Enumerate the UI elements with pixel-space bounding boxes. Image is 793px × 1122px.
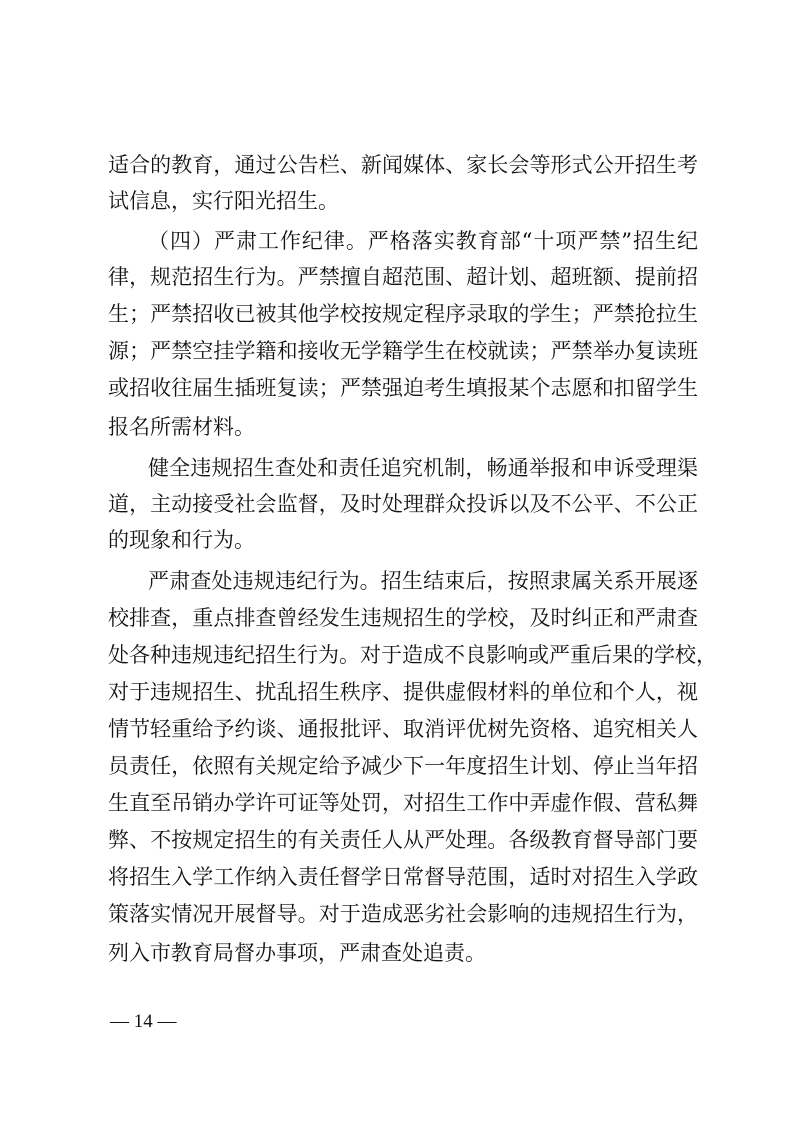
- page-number: — 14 —: [110, 1011, 177, 1032]
- paragraph-start-line: 严肃查处违规违纪行为。招生结束后，按照隶属关系开展逐: [148, 569, 698, 593]
- body-text-line: 处各种违规违纪招生行为。对于造成不良影响或严重后果的学校，: [108, 643, 717, 667]
- body-text-line: 生直至吊销办学许可证等处罚，对招生工作中弄虚作假、营私舞: [108, 791, 698, 815]
- body-text-line: 道，主动接受社会监督，及时处理群众投诉以及不公平、不公正: [108, 492, 698, 516]
- body-text-line: 将招生入学工作纳入责任督学日常督导范围，适时对招生入学政: [108, 865, 698, 889]
- body-text-line: 报名所需材料。: [108, 415, 255, 439]
- body-text-line: 对于违规招生、扰乱招生秩序、提供虚假材料的单位和个人，视: [108, 680, 698, 704]
- body-text-line: 列入市教育局督办事项，严肃查处追责。: [108, 941, 486, 965]
- body-text-line: 弊、不按规定招生的有关责任人从严处理。各级教育督导部门要: [108, 828, 698, 852]
- body-text-line: 生；严禁招收已被其他学校按规定程序录取的学生；严禁抢拉生: [108, 302, 698, 326]
- body-text-line: 策落实情况开展督导。对于造成恶劣社会影响的违规招生行为，: [108, 902, 698, 926]
- body-text-line: 校排查，重点排查曾经发生违规招生的学校，及时纠正和严肃查: [108, 606, 698, 630]
- body-text-line: 律，规范招生行为。严禁擅自超范围、超计划、超班额、提前招: [108, 265, 698, 289]
- body-text-line: 员责任，依照有关规定给予减少下一年度招生计划、停止当年招: [108, 754, 698, 778]
- body-text-line: 试信息，实行阳光招生。: [108, 189, 339, 213]
- body-text-line: 源；严禁空挂学籍和接收无学籍学生在校就读；严禁举办复读班: [108, 339, 698, 363]
- body-text-line: 适合的教育，通过公告栏、新闻媒体、家长会等形式公开招生考: [108, 153, 698, 177]
- body-text-line: 或招收往届生插班复读；严禁强迫考生填报某个志愿和扣留学生: [108, 376, 698, 400]
- body-text-line: 的现象和行为。: [108, 528, 255, 552]
- section-heading-line: （四）严肃工作纪律。严格落实教育部“十项严禁”招生纪: [148, 229, 698, 253]
- body-text-line: 情节轻重给予约谈、通报批评、取消评优树先资格、追究相关人: [108, 717, 698, 741]
- paragraph-start-line: 健全违规招生查处和责任追究机制，畅通举报和申诉受理渠: [148, 456, 698, 480]
